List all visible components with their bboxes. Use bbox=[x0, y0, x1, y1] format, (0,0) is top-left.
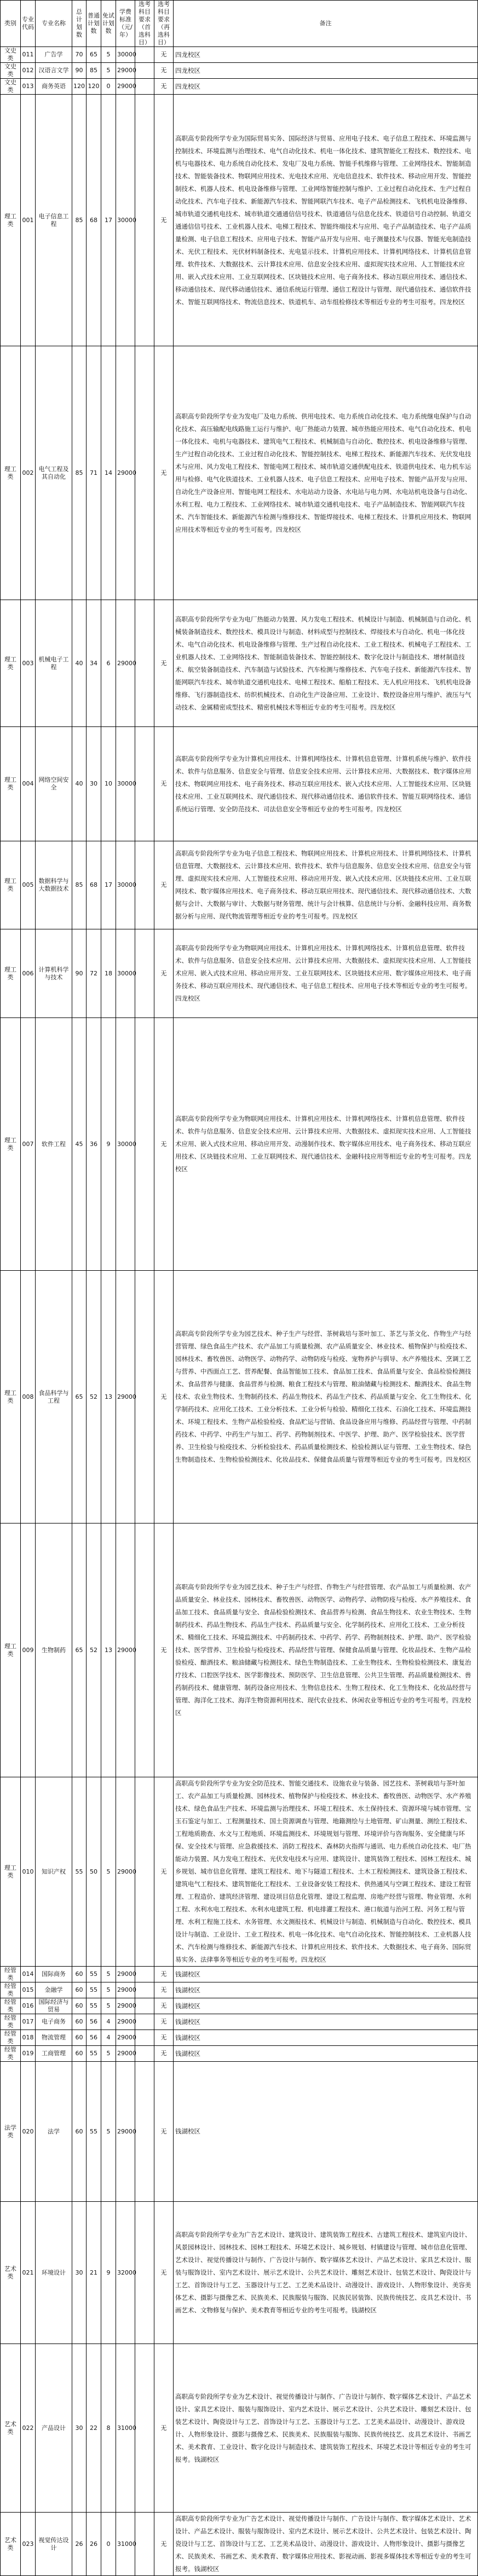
table-row bbox=[1, 79, 478, 95]
cell-total: 65 bbox=[72, 1271, 87, 1523]
cell-category: 文史类 bbox=[1, 47, 21, 63]
table-row bbox=[1, 2202, 478, 2344]
cell-code: 015 bbox=[21, 1982, 36, 1998]
cell-second-subject: 无 bbox=[154, 2062, 174, 2202]
cell-note: 高职高专阶段所学专业为发电厂及电力系统、供用电技术、电力系统自动化技术、电力系统继电保护与自动化技术、高压输配电线路施工运行与维护、电厂热能动力装置、城市热能应用技术、电气自动化技术、机电一体化技术、电机与电器技术、建筑电气工程技术、机械制造与自动化、数控技术、机电设备维修与管理、生产过程自动化技术、工业过程自动化技术、智能控制技术、电梯工程技术、新能源汽车技术、光伏发电技术与应用、风力发电工程技术、智能电网工程技术、城市轨道交通供配电技术、铁道供电技术、电力机车运用与检修、电气化铁道技术、工业机器人技术、电子信息工程技术、应用电子技术、智能产品开发与应用、自动化生产设备应用、智能电网工程技术、水电站动力设备、水电站与电力网、水电站机电设备与自动化、水利工程、电力工程技术、工业网络技术、城市轨道交通机电技术、电子产品制造技术、智能网联汽车技术、汽车智能技术、新能源汽车检测与维修技术、智能焊接技术、电梯工程技术、计算机应用技术、物联网应用技术等相近专业的考生可报考。四龙校区 bbox=[174, 346, 478, 600]
cell-exempt: 5 bbox=[101, 2046, 116, 2062]
cell-total: 60 bbox=[72, 2046, 87, 2062]
cell-name: 商务英语 bbox=[36, 79, 72, 95]
cell-note: 钱湖校区 bbox=[174, 2030, 478, 2046]
table-row bbox=[1, 1967, 478, 1982]
cell-note: 四龙校区 bbox=[174, 47, 478, 63]
table-row bbox=[1, 841, 478, 929]
cell-tuition: 29000 bbox=[116, 1777, 135, 1967]
table-row bbox=[1, 929, 478, 1018]
cell-category: 理工类 bbox=[1, 95, 21, 346]
cell-total: 120 bbox=[72, 79, 87, 95]
cell-first-subject bbox=[135, 63, 154, 79]
cell-regular: 120 bbox=[87, 79, 101, 95]
cell-name: 电子商务 bbox=[36, 2014, 72, 2030]
cell-exempt: 5 bbox=[101, 1998, 116, 2014]
table-row bbox=[1, 1777, 478, 1967]
cell-total: 70 bbox=[72, 47, 87, 63]
cell-regular: 34 bbox=[87, 600, 101, 727]
cell-name: 知识产权 bbox=[36, 1777, 72, 1967]
cell-category: 经管类 bbox=[1, 1967, 21, 1982]
cell-code: 011 bbox=[21, 47, 36, 63]
cell-exempt: 4 bbox=[101, 2014, 116, 2030]
table-row bbox=[1, 63, 478, 79]
cell-exempt: 13 bbox=[101, 1523, 116, 1777]
cell-first-subject bbox=[135, 2014, 154, 2030]
cell-tuition: 29000 bbox=[116, 1523, 135, 1777]
cell-first-subject bbox=[135, 2344, 154, 2513]
cell-exempt: 0 bbox=[101, 79, 116, 95]
cell-total: 85 bbox=[72, 346, 87, 600]
cell-total: 45 bbox=[72, 1018, 87, 1271]
cell-total: 30 bbox=[72, 2344, 87, 2513]
cell-second-subject: 无 bbox=[154, 47, 174, 63]
cell-category: 理工类 bbox=[1, 929, 21, 1018]
cell-code: 004 bbox=[21, 727, 36, 841]
cell-second-subject: 无 bbox=[154, 2014, 174, 2030]
cell-first-subject bbox=[135, 2202, 154, 2344]
table-row bbox=[1, 1982, 478, 1998]
cell-name: 汉语言文学 bbox=[36, 63, 72, 79]
cell-name: 电气工程及其自动化 bbox=[36, 346, 72, 600]
cell-first-subject bbox=[135, 2062, 154, 2202]
cell-first-subject bbox=[135, 1998, 154, 2014]
cell-tuition: 29000 bbox=[116, 2030, 135, 2046]
table-row bbox=[1, 346, 478, 600]
cell-regular: 56 bbox=[87, 2014, 101, 2030]
cell-first-subject bbox=[135, 2046, 154, 2062]
cell-second-subject: 无 bbox=[154, 2046, 174, 2062]
cell-tuition: 29000 bbox=[116, 2014, 135, 2030]
table-row bbox=[1, 2344, 478, 2513]
cell-first-subject bbox=[135, 79, 154, 95]
cell-note: 高职高专阶段所学专业为物联网应用技术、计算机应用技术、计算机网络技术、计算机信息管理、软件技术、软件与信息服务、信息安全技术应用、云计算技术应用、大数据技术、虚拟现实技术应用、人工智能技术应用、嵌入式技术应用、移动应用开发、工业互联网技术、区块链技术应用、数字媒体应用技术、电子商务技术、移动互联应用技术、现代通信技术、电子信息工程技术、应用电子技术等相近专业的考生可报考。四龙校区 bbox=[174, 929, 478, 1018]
header-second-subject: 选考科目要求（再选科目） bbox=[154, 1, 174, 47]
cell-name: 生物制药 bbox=[36, 1523, 72, 1777]
cell-exempt: 0 bbox=[101, 2513, 116, 2576]
cell-tuition: 29000 bbox=[116, 600, 135, 727]
cell-exempt: 14 bbox=[101, 346, 116, 600]
cell-regular: 55 bbox=[87, 1967, 101, 1982]
cell-second-subject: 无 bbox=[154, 1967, 174, 1982]
cell-category: 理工类 bbox=[1, 1271, 21, 1523]
cell-name: 计算机科学与技术 bbox=[36, 929, 72, 1018]
table-row bbox=[1, 2062, 478, 2202]
cell-category: 理工类 bbox=[1, 727, 21, 841]
cell-tuition: 30000 bbox=[116, 1018, 135, 1271]
cell-category: 经管类 bbox=[1, 2030, 21, 2046]
cell-total: 85 bbox=[72, 95, 87, 346]
table-row bbox=[1, 727, 478, 841]
cell-note: 高职高专阶段所学专业为园艺技术、种子生产与经营、作物生产与经营管理、农产品加工与质量检测、农产品质量安全、林业技术、园林技术、畜牧兽医、动物医学、动物药学、动物防疫与检疫、水产养殖技术、食品加工技术、食品质量与安全、食品检验检测技术、食品营养与检测、食品生物技术、农业生物技术、生物制药技术、药品生物技术、药品生产技术、药品质量与安全、化学制药技术、应用化工技术、工业分析技术、精细化工技术、环境监测技术、中药制药技术、中药学、药学、药物制剂技术、护理、助产、医学检验技术、医学营养、卫生检验与检疫技术、药品经营与管理、保健食品质量与管理、化妆品技术、生物产品检验检疫、酿酒技术、粮油储藏与检测技术、绿色生物制造技术、工业生物技术、生物检验检测技术、康复治疗技术、口腔医学技术、医学影像技术、预防医学、卫生信息管理、公共卫生管理、药品质量检测技术、兽药制药技术、健康管理、制药设备应用技术、生物信息技术、生物工程技术、化工生物技术、化妆品经营与管理、海洋化工技术、海洋生物资源利用技术、现代农业技术、休闲农业等相近专业的考生可报考。四龙校区 bbox=[174, 1523, 478, 1777]
cell-name: 工商管理 bbox=[36, 2046, 72, 2062]
cell-code: 007 bbox=[21, 1018, 36, 1271]
cell-name: 国际商务 bbox=[36, 1967, 72, 1982]
cell-exempt: 5 bbox=[101, 1777, 116, 1967]
cell-regular: 71 bbox=[87, 346, 101, 600]
cell-second-subject: 无 bbox=[154, 929, 174, 1018]
cell-second-subject: 无 bbox=[154, 346, 174, 600]
cell-regular: 30 bbox=[87, 727, 101, 841]
cell-category: 法学类 bbox=[1, 2062, 21, 2202]
cell-second-subject: 无 bbox=[154, 2344, 174, 2513]
cell-tuition: 29000 bbox=[116, 2046, 135, 2062]
cell-name: 环境设计 bbox=[36, 2202, 72, 2344]
cell-code: 023 bbox=[21, 2513, 36, 2576]
cell-first-subject bbox=[135, 600, 154, 727]
cell-second-subject: 无 bbox=[154, 1982, 174, 1998]
cell-exempt: 10 bbox=[101, 727, 116, 841]
cell-category: 理工类 bbox=[1, 600, 21, 727]
cell-tuition: 29000 bbox=[116, 63, 135, 79]
table-row bbox=[1, 47, 478, 63]
cell-note: 钱湖校区 bbox=[174, 1982, 478, 1998]
cell-note: 高职高专阶段所学专业为园艺技术、种子生产与经营、茶树栽培与茶叶加工、茶艺与茶文化、作物生产与经营管理、绿色食品生产技术、农产品加工与质量检测、农产品质量安全、林业技术、植物保护与检疫技术、园林技术、畜牧兽医、动物医学、动物药学、动物防疫与检疫、宠物养护与驯导、水产养殖技术、烹调工艺与营养、中西面点工艺、营养配餐、食品智能加工技术、食品加工技术、食品质量与安全、食品检验检测技术、食品营养与健康、食品营养与检测、粮食工程技术与管理、粮油储藏与检测技术、酿酒技术、食品生物技术、农业生物技术、生物制药技术、药品生物技术、药品生产技术、药品质量与安全、化工生物技术、化学制药技术、应用化工技术、工业分析技术、工业分析与检验、精细化工技术、石油化工技术、环境监测技术、环境工程技术、生物产品检验检疫、食品贮运与营销、食品设备应用与维修、药品经营与管理、中药制药技术、中药学、中药生产与加工、药学、药物制剂技术、中医学、护理、助产、医学检验技术、医学营养、卫生检验与检疫技术、分析检验技术、药品质量检测技术、检验检测认证与管理、工业生物技术、绿色生物制造技术、生物检验检测技术、化妆品技术、保健食品质量与管理等相近专业的考生可报考。四龙校区 bbox=[174, 1271, 478, 1523]
cell-code: 016 bbox=[21, 1998, 36, 2014]
cell-code: 020 bbox=[21, 2062, 36, 2202]
header-category: 类别 bbox=[1, 1, 21, 47]
cell-first-subject bbox=[135, 47, 154, 63]
cell-second-subject: 无 bbox=[154, 1271, 174, 1523]
cell-category: 艺术类 bbox=[1, 2202, 21, 2344]
cell-code: 003 bbox=[21, 600, 36, 727]
cell-regular: 22 bbox=[87, 2344, 101, 2513]
cell-exempt: 9 bbox=[101, 2202, 116, 2344]
cell-code: 008 bbox=[21, 1271, 36, 1523]
cell-code: 018 bbox=[21, 2030, 36, 2046]
cell-exempt: 5 bbox=[101, 63, 116, 79]
table-row bbox=[1, 2014, 478, 2030]
cell-note: 钱湖校区 bbox=[174, 2046, 478, 2062]
cell-regular: 21 bbox=[87, 2202, 101, 2344]
cell-category: 理工类 bbox=[1, 841, 21, 929]
cell-regular: 52 bbox=[87, 1271, 101, 1523]
cell-regular: 52 bbox=[87, 1523, 101, 1777]
cell-exempt: 5 bbox=[101, 1967, 116, 1982]
cell-total: 90 bbox=[72, 63, 87, 79]
cell-tuition: 30000 bbox=[116, 47, 135, 63]
cell-exempt: 9 bbox=[101, 1018, 116, 1271]
cell-note: 钱湖校区 bbox=[174, 1967, 478, 1982]
cell-total: 65 bbox=[72, 1523, 87, 1777]
cell-tuition: 30000 bbox=[116, 929, 135, 1018]
cell-note: 四龙校区 bbox=[174, 63, 478, 79]
table-row bbox=[1, 600, 478, 727]
cell-exempt: 6 bbox=[101, 600, 116, 727]
cell-tuition: 29000 bbox=[116, 2062, 135, 2202]
cell-note: 钱湖校区 bbox=[174, 1998, 478, 2014]
cell-note: 高职高专阶段所学专业为广告艺术设计、建筑设计、建筑装饰工程技术、古建筑工程技术、建筑室内设计、风景园林设计、园林技术、园林工程技术、环境艺术设计、城乡规划、村镇建设与管理、城市信息化管理、艺术设计、视觉传播设计与制作、广告设计与制作、数字媒体艺术设计、产品艺术设计、家具艺术设计、服装与服饰设计、室内艺术设计、展示艺术设计、公共艺术设计、雕刻艺术设计、包装艺术设计、陶瓷设计与工艺、首饰设计与工艺、玉器设计与工艺、工艺美术品设计、动漫设计、游戏设计、人物形象设计、美容美体艺术、摄影与摄像艺术、民族美术、民族服装与服饰、民族民居装饰、民族传统技艺、皮具艺术设计、书画艺术、文物修复与保护、美术教育等相近专业的考生可报考。钱湖校区 bbox=[174, 2202, 478, 2344]
cell-name: 国际经济与贸易 bbox=[36, 1998, 72, 2014]
header-first-subject: 选考科目要求（首选科目） bbox=[135, 1, 154, 47]
cell-exempt: 18 bbox=[101, 929, 116, 1018]
cell-regular: 68 bbox=[87, 95, 101, 346]
cell-note: 高职高专阶段所学专业为计算机应用技术、计算机网络技术、计算机信息管理、计算机系统与维护、软件技术、软件与信息服务、信息安全与管理、信息安全技术应用、云计算技术应用、大数据技术、数字媒体应用技术、物联网应用技术、电子商务技术、移动互联应用技术、嵌入式技术应用、人工智能技术应用、区块链技术应用、工业互联网技术、现代通信技术、现代移动通信技术、通信软件技术、智能互联网络技术、通信系统运行管理、安全防范技术、司法信息安全等相近专业的考生可报考。四龙校区 bbox=[174, 727, 478, 841]
cell-note: 高职高专阶段所学专业为物联网应用技术、计算机应用技术、计算机网络技术、计算机信息管理、软件技术、软件与信息服务、信息安全技术应用、云计算技术应用、大数据技术、虚拟现实技术应用、人工智能技术应用、嵌入式技术应用、移动应用开发、动漫制作技术、数字媒体应用技术、电子商务技术、移动互联应用技术、区块链技术应用、工业互联网技术、现代通信技术、金融科技应用等相近专业的考生可报考。四龙校区 bbox=[174, 1018, 478, 1271]
cell-tuition: 30000 bbox=[116, 841, 135, 929]
cell-code: 019 bbox=[21, 2046, 36, 2062]
table-row bbox=[1, 1018, 478, 1271]
cell-category: 理工类 bbox=[1, 346, 21, 600]
cell-regular: 65 bbox=[87, 47, 101, 63]
cell-total: 60 bbox=[72, 2062, 87, 2202]
cell-second-subject: 无 bbox=[154, 95, 174, 346]
table-row bbox=[1, 95, 478, 346]
cell-first-subject bbox=[135, 2513, 154, 2576]
cell-regular: 55 bbox=[87, 1998, 101, 2014]
cell-category: 文史类 bbox=[1, 79, 21, 95]
header-note: 备注 bbox=[174, 1, 478, 47]
cell-tuition: 31000 bbox=[116, 2344, 135, 2513]
cell-first-subject bbox=[135, 727, 154, 841]
cell-name: 广告学 bbox=[36, 47, 72, 63]
cell-second-subject: 无 bbox=[154, 727, 174, 841]
table-row bbox=[1, 2513, 478, 2576]
cell-first-subject bbox=[135, 1018, 154, 1271]
cell-note: 钱湖校区 bbox=[174, 2062, 478, 2202]
cell-regular: 36 bbox=[87, 1018, 101, 1271]
cell-code: 021 bbox=[21, 2202, 36, 2344]
cell-tuition: 29000 bbox=[116, 1271, 135, 1523]
cell-total: 26 bbox=[72, 2513, 87, 2576]
header-regular: 普通计划数 bbox=[87, 1, 101, 47]
cell-regular: 55 bbox=[87, 2062, 101, 2202]
cell-category: 经管类 bbox=[1, 1982, 21, 1998]
cell-total: 40 bbox=[72, 600, 87, 727]
cell-name: 网络空间安全 bbox=[36, 727, 72, 841]
cell-note: 高职高专阶段所学专业为广告艺术设计、视觉传播设计与制作、广告设计与制作、数字媒体艺术设计、艺术设计、产品艺术设计、服装与服饰设计、室内艺术设计、展示艺术设计、公共艺术设计、包装艺术设计、陶瓷设计与工艺、首饰设计与工艺、工艺美术品设计、动漫设计、游戏设计、人物形象设计、摄影与摄像艺术、民族美术、书画艺术、美术教育、数字媒体应用技术、影视动画、影视多媒体技术等相近专业的考生可报考。钱湖校区 bbox=[174, 2513, 478, 2576]
cell-first-subject bbox=[135, 1523, 154, 1777]
cell-name: 视觉传达设计 bbox=[36, 2513, 72, 2576]
cell-name: 数据科学与大数据技术 bbox=[36, 841, 72, 929]
header-code: 专业代码 bbox=[21, 1, 36, 47]
cell-total: 60 bbox=[72, 1982, 87, 1998]
table-row bbox=[1, 2030, 478, 2046]
cell-code: 009 bbox=[21, 1523, 36, 1777]
cell-name: 产品设计 bbox=[36, 2344, 72, 2513]
cell-regular: 56 bbox=[87, 2030, 101, 2046]
cell-second-subject: 无 bbox=[154, 600, 174, 727]
cell-second-subject: 无 bbox=[154, 2202, 174, 2344]
table-row bbox=[1, 1998, 478, 2014]
cell-total: 55 bbox=[72, 1777, 87, 1967]
cell-note: 四龙校区 bbox=[174, 79, 478, 95]
cell-code: 022 bbox=[21, 2344, 36, 2513]
cell-second-subject: 无 bbox=[154, 1777, 174, 1967]
cell-second-subject: 无 bbox=[154, 1523, 174, 1777]
cell-tuition: 29000 bbox=[116, 79, 135, 95]
header-tuition: 学费标准（元/年） bbox=[116, 1, 135, 47]
cell-note: 高职高专阶段所学专业为电子信息工程技术、物联网应用技术、计算机应用技术、计算机网络技术、计算机信息管理、大数据技术、云计算技术应用、软件技术、软件与信息服务、信息安全技术应用、信息安全与管理、虚拟现实技术应用、人工智能技术应用、移动应用开发、嵌入式技术应用、区块链技术应用、工业互联网技术、数字媒体应用技术、电子商务技术、移动互联应用技术、现代通信技术、现代移动通信技术、大数据与会计、大数据与审计、大数据与财务管理、统计与会计核算、信息统计与分析、金融科技应用、商务数据分析与应用、现代物流管理等相近专业的考生可报考。四龙校区 bbox=[174, 841, 478, 929]
cell-name: 物流管理 bbox=[36, 2030, 72, 2046]
cell-exempt: 13 bbox=[101, 1271, 116, 1523]
cell-total: 40 bbox=[72, 727, 87, 841]
cell-second-subject: 无 bbox=[154, 2030, 174, 2046]
cell-name: 机械电子工程 bbox=[36, 600, 72, 727]
header-total: 总计划数 bbox=[72, 1, 87, 47]
cell-exempt: 17 bbox=[101, 841, 116, 929]
cell-total: 60 bbox=[72, 2014, 87, 2030]
cell-regular: 72 bbox=[87, 929, 101, 1018]
cell-tuition: 29000 bbox=[116, 346, 135, 600]
cell-first-subject bbox=[135, 1982, 154, 1998]
cell-regular: 50 bbox=[87, 1777, 101, 1967]
cell-exempt: 5 bbox=[101, 47, 116, 63]
cell-note: 高职高专阶段所学专业为电厂热能动力装置、风力发电工程技术、机械设计与制造、机械制造与自动化、机械装备制造技术、数控技术、模具设计与制造、材料成型与控制技术、焊接技术与自动化、机电一体化技术、电气自动化技术、机电设备维修与管理、生产过程自动化技术、工业工程技术、机械电子工程技术、工业机器人技术、工业网络技术、智能制造装备技术、智能控制技术、数字化设计与制造技术、增材制造技术、航空装备制造技术、汽车制造与试验技术、汽车检测与维修技术、汽车电子技术、新能源汽车技术、智能网联汽车技术、城市轨道交通机电技术、电梯工程技术、船舶工程技术、无人机应用技术、飞机机电设备维修、飞行器制造技术、纺织机械技术、自动化生产设备应用、工业设计、数控设备应用与维护、液压与气动技术、金属精密成型技术、精密机械技术等相近专业的考生可报考。四龙校区 bbox=[174, 600, 478, 727]
cell-tuition: 29000 bbox=[116, 1967, 135, 1982]
cell-total: 60 bbox=[72, 1998, 87, 2014]
cell-category: 理工类 bbox=[1, 1018, 21, 1271]
cell-second-subject: 无 bbox=[154, 841, 174, 929]
cell-regular: 55 bbox=[87, 2046, 101, 2062]
cell-tuition: 29000 bbox=[116, 1998, 135, 2014]
table-header-row bbox=[1, 1, 478, 47]
cell-code: 006 bbox=[21, 929, 36, 1018]
cell-code: 017 bbox=[21, 2014, 36, 2030]
cell-exempt: 5 bbox=[101, 1982, 116, 1998]
cell-category: 经管类 bbox=[1, 2046, 21, 2062]
cell-first-subject bbox=[135, 1271, 154, 1523]
cell-category: 经管类 bbox=[1, 1998, 21, 2014]
header-name: 专业名称 bbox=[36, 1, 72, 47]
cell-second-subject: 无 bbox=[154, 79, 174, 95]
cell-note: 高职高专阶段所学专业为艺术设计、视觉传播设计与制作、广告设计与制作、数字媒体艺术设计、产品艺术设计、家具艺术设计、服装与服饰设计、室内艺术设计、展示艺术设计、公共艺术设计、雕刻艺术设计、包装艺术设计、陶瓷设计与工艺、首饰设计与工艺、玉器设计与工艺、工艺美术品设计、动漫设计、游戏设计、人物形象设计、摄影与摄像艺术、民族美术、民族服装与服饰、民族传统技艺、皮具艺术设计、书画艺术、美术教育、工业设计、数字化设计与制造技术、建筑装饰工程技术、环境艺术设计等相近专业的考生可报考。钱湖校区 bbox=[174, 2344, 478, 2513]
cell-total: 30 bbox=[72, 2202, 87, 2344]
cell-total: 60 bbox=[72, 1967, 87, 1982]
header-exempt: 免试计划数 bbox=[101, 1, 116, 47]
cell-second-subject: 无 bbox=[154, 2513, 174, 2576]
cell-first-subject bbox=[135, 841, 154, 929]
cell-name: 软件工程 bbox=[36, 1018, 72, 1271]
cell-category: 艺术类 bbox=[1, 2344, 21, 2513]
table-row bbox=[1, 2046, 478, 2062]
cell-total: 90 bbox=[72, 929, 87, 1018]
cell-category: 艺术类 bbox=[1, 2513, 21, 2576]
cell-regular: 55 bbox=[87, 1982, 101, 1998]
cell-total: 60 bbox=[72, 2030, 87, 2046]
cell-regular: 68 bbox=[87, 841, 101, 929]
cell-category: 理工类 bbox=[1, 1777, 21, 1967]
cell-category: 理工类 bbox=[1, 1523, 21, 1777]
cell-code: 010 bbox=[21, 1777, 36, 1967]
cell-tuition: 30000 bbox=[116, 95, 135, 346]
cell-code: 014 bbox=[21, 1967, 36, 1982]
cell-name: 电子信息工程 bbox=[36, 95, 72, 346]
cell-second-subject: 无 bbox=[154, 63, 174, 79]
cell-note: 高职高专阶段所学专业为安全防范技术、智能交通技术、设施农业与装备、园艺技术、茶树栽培与茶叶加工、农产品加工与质量检测、园林技术、植物保护与检疫技术、林业技术、畜牧兽医、动物医学、水产养殖技术、绿色食品生产技术、环境监测与治理技术、环境工程技术、水土保持技术、资源环境与城市管理、宝玉石鉴定与加工、工程测量技术、国土资源调查与管理、地籍测绘与土地管理、矿山测量、测绘工程技术、工程地质勘查、水文与工程地质、环境监测技术、环境规划与管理、环境评价与咨询服务、安全健康与环保、安全技术与管理、应急救援技术、消防工程技术、森林防火指挥与通讯、电力系统自动化技术、电厂热能动力装置、风力发电工程技术、光伏发电技术与应用、建筑设计、建筑装饰工程技术、园林工程技术、城乡规划、城市信息化管理、建筑工程技术、地下与隧道工程技术、土木工程检测技术、建筑设备工程技术、建筑电气工程技术、建筑智能化工程技术、工业设备安装工程技术、供热通风与空调工程技术、建设工程管理、工程造价、建筑经济管理、建设项目信息化管理、建设工程监理、房地产经营与管理、物业管理、水利工程、水利水电工程技术、水利水电建筑工程、机电排灌工程技术、港口航道与治河工程、河务工程与管理、水利工程施工技术、水务管理、水文测报技术、机械设计与制造、机械制造与自动化、数控技术、模具设计与制造、工业设计、工业工程技术、机电一体化技术、电气自动化技术、智能控制技术、工业机器人技术、汽车检测与维修技术、新能源汽车技术、计算机应用技术、软件技术、大数据技术、电子商务、国际贸易实务、法律事务等相近专业的考生可报考。四龙校区 bbox=[174, 1777, 478, 1967]
cell-first-subject bbox=[135, 95, 154, 346]
cell-category: 文史类 bbox=[1, 63, 21, 79]
cell-code: 001 bbox=[21, 95, 36, 346]
table-row bbox=[1, 1523, 478, 1777]
cell-code: 002 bbox=[21, 346, 36, 600]
cell-category: 经管类 bbox=[1, 2014, 21, 2030]
cell-regular: 85 bbox=[87, 63, 101, 79]
cell-second-subject: 无 bbox=[154, 1018, 174, 1271]
cell-name: 食品科学与工程 bbox=[36, 1271, 72, 1523]
table-row bbox=[1, 1271, 478, 1523]
cell-first-subject bbox=[135, 1967, 154, 1982]
cell-tuition: 31000 bbox=[116, 2513, 135, 2576]
cell-regular: 26 bbox=[87, 2513, 101, 2576]
cell-exempt: 4 bbox=[101, 2030, 116, 2046]
cell-name: 金融学 bbox=[36, 1982, 72, 1998]
cell-code: 005 bbox=[21, 841, 36, 929]
cell-first-subject bbox=[135, 1777, 154, 1967]
cell-note: 高职高专阶段所学专业为国际贸易实务、国际经济与贸易、应用电子技术、电子信息工程技术、环境监测与控制技术、环境监测与治理技术、电气自动化技术、机电一体化技术、建筑智能化工程技术、数控技术、电机与电器技术、电力系统自动化技术、发电厂及电力系统、智能手机维修与管理、工业网络技术、智能制造技术、智能装备技术、物联网应用技术、光电技术应用、光电信息技术、软件技术、移动应用开发、智能控制技术、机器人技术、机电设备维修与管理、工业网络智能控制与维护、工业过程自动化技术、生产过程自动化技术、汽车电子技术、新能源汽车技术、智能网联汽车技术、电子产品检测技术、飞机机电设备维修、城市轨道交通机电技术、城市轨道交通通信信号技术、铁道通信与信息化技术、铁道信号自动控制、轨道交通通信信号技术、工业机器人技术、电梯工程技术、智能终端技术与应用、电子产品制造技术、电子产品质量检测、电子信息工程技术、应用电子技术、智能产品开发与应用、电子测量技术与仪器、智能光电制造技术、光伏工程技术、光伏材料制备技术、光电显示技术、计算机应用技术、计算机网络技术、计算机信息管理、软件技术、大数据技术、云计算技术应用、信息安全技术应用、虚拟现实技术应用、人工智能技术应用、嵌入式技术应用、工业互联网技术、区块链技术应用、电子商务技术、移动互联应用技术、通信技术、移动通信技术、现代移动通信技术、通信系统运行管理、通信工程设计与管理、现代通信技术、通信软件技术、智能互联网络技术、物流信息技术、铁道机车、动车组检修技术等相近专业的考生可报考。四龙校区 bbox=[174, 95, 478, 346]
cell-second-subject: 无 bbox=[154, 1998, 174, 2014]
cell-tuition: 30000 bbox=[116, 727, 135, 841]
cell-first-subject bbox=[135, 2030, 154, 2046]
cell-code: 013 bbox=[21, 79, 36, 95]
cell-tuition: 29000 bbox=[116, 1982, 135, 1998]
cell-code: 012 bbox=[21, 63, 36, 79]
cell-note: 钱湖校区 bbox=[174, 2014, 478, 2030]
cell-total: 85 bbox=[72, 841, 87, 929]
cell-exempt: 8 bbox=[101, 2344, 116, 2513]
cell-exempt: 17 bbox=[101, 95, 116, 346]
cell-exempt: 5 bbox=[101, 2062, 116, 2202]
cell-name: 法学 bbox=[36, 2062, 72, 2202]
cell-first-subject bbox=[135, 346, 154, 600]
cell-first-subject bbox=[135, 929, 154, 1018]
cell-tuition: 32000 bbox=[116, 2202, 135, 2344]
